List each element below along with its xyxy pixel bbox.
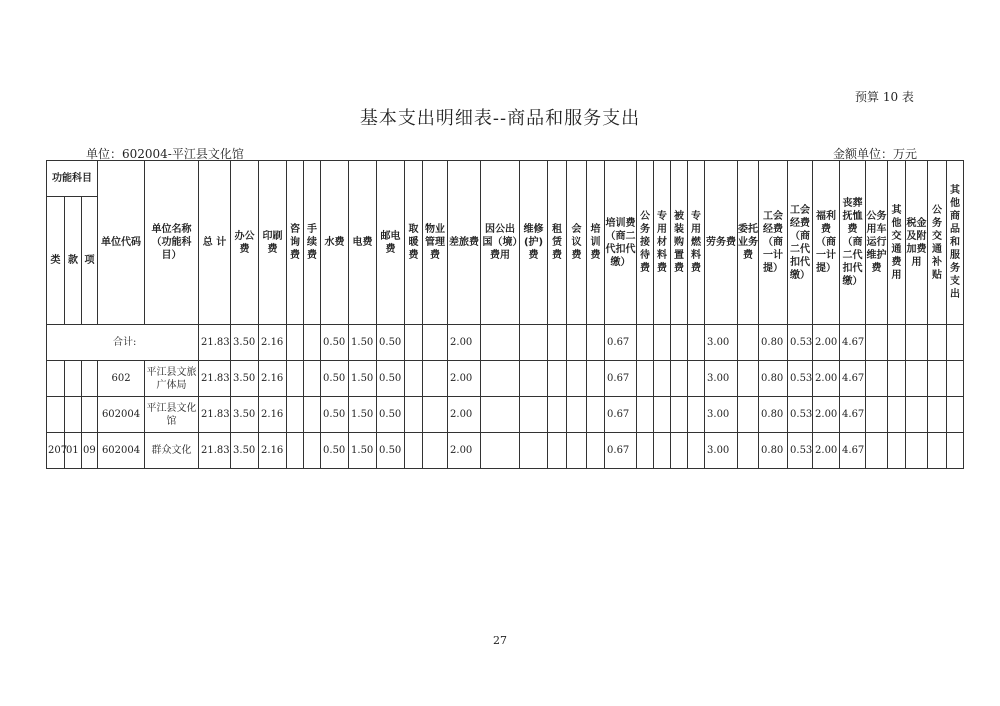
cell-value: [866, 433, 888, 469]
fee-header: 邮电费: [377, 161, 405, 325]
cell-value: 2.00: [448, 361, 481, 397]
unit-name-header: 单位名称（功能科目）: [145, 161, 199, 325]
name-cell: 群众文化: [145, 433, 199, 469]
function-subject-header: 功能科目: [47, 161, 98, 197]
cell-value: [688, 325, 705, 361]
cell-value: [405, 325, 423, 361]
fee-header: 福利费（商一计提）: [813, 161, 840, 325]
fee-header: 丧葬抚恤费（商二代扣代缴）: [840, 161, 866, 325]
cell-value: [405, 433, 423, 469]
cell-value: [866, 397, 888, 433]
cell-value: [587, 361, 605, 397]
fee-header: 被装购置费: [671, 161, 688, 325]
fee-header: 取暖费: [405, 161, 423, 325]
fee-header: 培训费: [587, 161, 605, 325]
fee-header: 会议费: [567, 161, 587, 325]
cell-value: 4.67: [840, 361, 866, 397]
cell-value: [906, 433, 928, 469]
cell-value: 0.80: [759, 325, 788, 361]
cell-value: 3.00: [705, 325, 738, 361]
cell-value: [423, 397, 448, 433]
cell-value: 2.00: [813, 325, 840, 361]
fee-header: 公务用车运行维护费: [866, 161, 888, 325]
cell-value: [567, 325, 587, 361]
cell-value: [738, 433, 759, 469]
cell-value: [304, 325, 321, 361]
cell-value: [481, 433, 520, 469]
fee-header: 手续费: [304, 161, 321, 325]
fee-header: 工会经费（商二代扣代缴）: [788, 161, 813, 325]
unit-code-header: 单位代码: [98, 161, 145, 325]
cell-value: [287, 361, 304, 397]
kuan-header: 款: [65, 197, 82, 325]
cell-value: 3.00: [705, 433, 738, 469]
cell-value: [520, 361, 548, 397]
fee-header: 总 计: [199, 161, 231, 325]
cell-value: [738, 325, 759, 361]
cell-value: [738, 397, 759, 433]
cell-value: 0.67: [605, 433, 637, 469]
cell-value: 21.83: [199, 397, 231, 433]
cell-value: [906, 361, 928, 397]
money-unit-label: 金额单位：万元: [833, 147, 918, 161]
cell-value: [520, 397, 548, 433]
cell-value: 0.50: [377, 397, 405, 433]
cell-value: [304, 397, 321, 433]
cell-value: [688, 433, 705, 469]
cell-value: [738, 361, 759, 397]
cell-value: 0.50: [321, 361, 349, 397]
cell-value: 0.50: [321, 397, 349, 433]
cell-value: [304, 433, 321, 469]
name-cell: 平江县文旅广体局: [145, 361, 199, 397]
kuan-cell: [65, 397, 82, 433]
cell-value: [481, 397, 520, 433]
fee-header: 其他商品和服务支出: [947, 161, 964, 325]
cell-value: 4.67: [840, 397, 866, 433]
cell-value: 0.53: [788, 325, 813, 361]
cell-value: 2.00: [448, 433, 481, 469]
cell-value: 2.00: [813, 433, 840, 469]
unit-label: 单位：602004-平江县文化馆: [86, 147, 244, 161]
fee-header: 差旅费: [448, 161, 481, 325]
fee-header: 因公出国（境）费用: [481, 161, 520, 325]
cell-value: 3.50: [231, 397, 259, 433]
cell-value: [287, 397, 304, 433]
cell-value: [423, 433, 448, 469]
cell-value: [567, 361, 587, 397]
lei-header: 类: [47, 197, 65, 325]
cell-value: [688, 361, 705, 397]
cell-value: [671, 433, 688, 469]
cell-value: 0.80: [759, 361, 788, 397]
cell-value: 1.50: [349, 361, 377, 397]
cell-value: [637, 325, 654, 361]
kuan-cell: [65, 361, 82, 397]
cell-value: 0.67: [605, 325, 637, 361]
cell-value: [637, 361, 654, 397]
xiang-header: 项: [82, 197, 98, 325]
fee-header: 咨询费: [287, 161, 304, 325]
fee-header: 劳务费: [705, 161, 738, 325]
fee-header: 维修(护)费: [520, 161, 548, 325]
lei-cell: [47, 397, 65, 433]
cell-value: [928, 433, 947, 469]
fee-header: 其他交通费用: [888, 161, 906, 325]
cell-value: [888, 397, 906, 433]
cell-value: [405, 361, 423, 397]
cell-value: [304, 361, 321, 397]
xiang-cell: 09: [82, 433, 98, 469]
cell-value: [928, 325, 947, 361]
cell-value: 0.50: [321, 325, 349, 361]
fee-header: 租赁费: [548, 161, 567, 325]
cell-value: 0.53: [788, 433, 813, 469]
cell-value: 0.50: [377, 433, 405, 469]
cell-value: [906, 397, 928, 433]
cell-value: [287, 325, 304, 361]
cell-value: [637, 433, 654, 469]
cell-value: [481, 361, 520, 397]
cell-value: [520, 325, 548, 361]
fee-header: 物业管理费: [423, 161, 448, 325]
fee-header: 培训费（商二代扣代缴）: [605, 161, 637, 325]
cell-value: [405, 397, 423, 433]
fee-header: 电费: [349, 161, 377, 325]
cell-value: [654, 325, 671, 361]
cell-value: [567, 433, 587, 469]
cell-value: 2.16: [259, 361, 287, 397]
cell-value: [548, 361, 567, 397]
cell-value: [567, 397, 587, 433]
cell-value: 3.50: [231, 361, 259, 397]
table-row: [47, 397, 964, 433]
table-number: 预算 10 表: [855, 90, 914, 104]
xiang-cell: [82, 397, 98, 433]
cell-value: 2.00: [448, 397, 481, 433]
cell-value: [928, 361, 947, 397]
cell-value: 21.83: [199, 361, 231, 397]
cell-value: 0.53: [788, 361, 813, 397]
cell-value: [888, 325, 906, 361]
cell-value: 2.00: [813, 397, 840, 433]
code-cell: 602004: [98, 397, 145, 433]
cell-value: [947, 325, 964, 361]
lei-cell: [47, 361, 65, 397]
cell-value: [888, 433, 906, 469]
cell-value: 2.16: [259, 397, 287, 433]
cell-value: [587, 397, 605, 433]
fee-header: 委托业务费: [738, 161, 759, 325]
cell-value: 0.53: [788, 397, 813, 433]
cell-value: [947, 361, 964, 397]
cell-value: 2.16: [259, 433, 287, 469]
fee-header: 专用材料费: [654, 161, 671, 325]
cell-value: [654, 397, 671, 433]
cell-value: 1.50: [349, 397, 377, 433]
table-row: [47, 361, 964, 397]
cell-value: [637, 397, 654, 433]
xiang-cell: [82, 361, 98, 397]
cell-value: [947, 433, 964, 469]
fee-header: 专用燃料费: [688, 161, 705, 325]
cell-value: 21.83: [199, 325, 231, 361]
cell-value: [654, 361, 671, 397]
cell-value: 4.67: [840, 325, 866, 361]
cell-value: [654, 433, 671, 469]
cell-value: [906, 325, 928, 361]
expense-detail-table: [46, 160, 964, 469]
total-label: 合计:: [47, 325, 199, 361]
cell-value: 21.83: [199, 433, 231, 469]
cell-value: [548, 325, 567, 361]
cell-value: [587, 325, 605, 361]
cell-value: 3.50: [231, 433, 259, 469]
cell-value: [671, 397, 688, 433]
page-title: 基本支出明细表--商品和服务支出: [359, 108, 641, 129]
cell-value: 3.00: [705, 397, 738, 433]
cell-value: 0.80: [759, 433, 788, 469]
cell-value: 0.50: [377, 361, 405, 397]
cell-value: [947, 397, 964, 433]
cell-value: 0.50: [377, 325, 405, 361]
cell-value: 3.50: [231, 325, 259, 361]
page-number: 27: [493, 634, 507, 647]
cell-value: 0.80: [759, 397, 788, 433]
cell-value: [671, 361, 688, 397]
cell-value: 1.50: [349, 325, 377, 361]
cell-value: [548, 433, 567, 469]
cell-value: 0.67: [605, 397, 637, 433]
cell-value: 3.00: [705, 361, 738, 397]
cell-value: [928, 397, 947, 433]
cell-value: [481, 325, 520, 361]
cell-value: [671, 325, 688, 361]
cell-value: [520, 433, 548, 469]
cell-value: [548, 397, 567, 433]
cell-value: 0.50: [321, 433, 349, 469]
lei-cell: 207: [47, 433, 65, 469]
cell-value: [423, 325, 448, 361]
code-cell: 602: [98, 361, 145, 397]
cell-value: [866, 361, 888, 397]
kuan-cell: 01: [65, 433, 82, 469]
cell-value: 2.00: [813, 361, 840, 397]
table-row: [47, 433, 964, 469]
name-cell: 平江县文化馆: [145, 397, 199, 433]
fee-header: 工会经费（商一计提）: [759, 161, 788, 325]
fee-header: 公务接待费: [637, 161, 654, 325]
fee-header: 税金及附加费用: [906, 161, 928, 325]
cell-value: 1.50: [349, 433, 377, 469]
cell-value: 0.67: [605, 361, 637, 397]
fee-header: 水费: [321, 161, 349, 325]
cell-value: [587, 433, 605, 469]
total-row: [47, 325, 964, 361]
cell-value: [888, 361, 906, 397]
fee-header: 办公费: [231, 161, 259, 325]
cell-value: [866, 325, 888, 361]
code-cell: 602004: [98, 433, 145, 469]
cell-value: [423, 361, 448, 397]
fee-header: 印刷费: [259, 161, 287, 325]
cell-value: 2.16: [259, 325, 287, 361]
cell-value: [287, 433, 304, 469]
cell-value: 4.67: [840, 433, 866, 469]
fee-header: 公务交通补贴: [928, 161, 947, 325]
cell-value: [688, 397, 705, 433]
cell-value: 2.00: [448, 325, 481, 361]
